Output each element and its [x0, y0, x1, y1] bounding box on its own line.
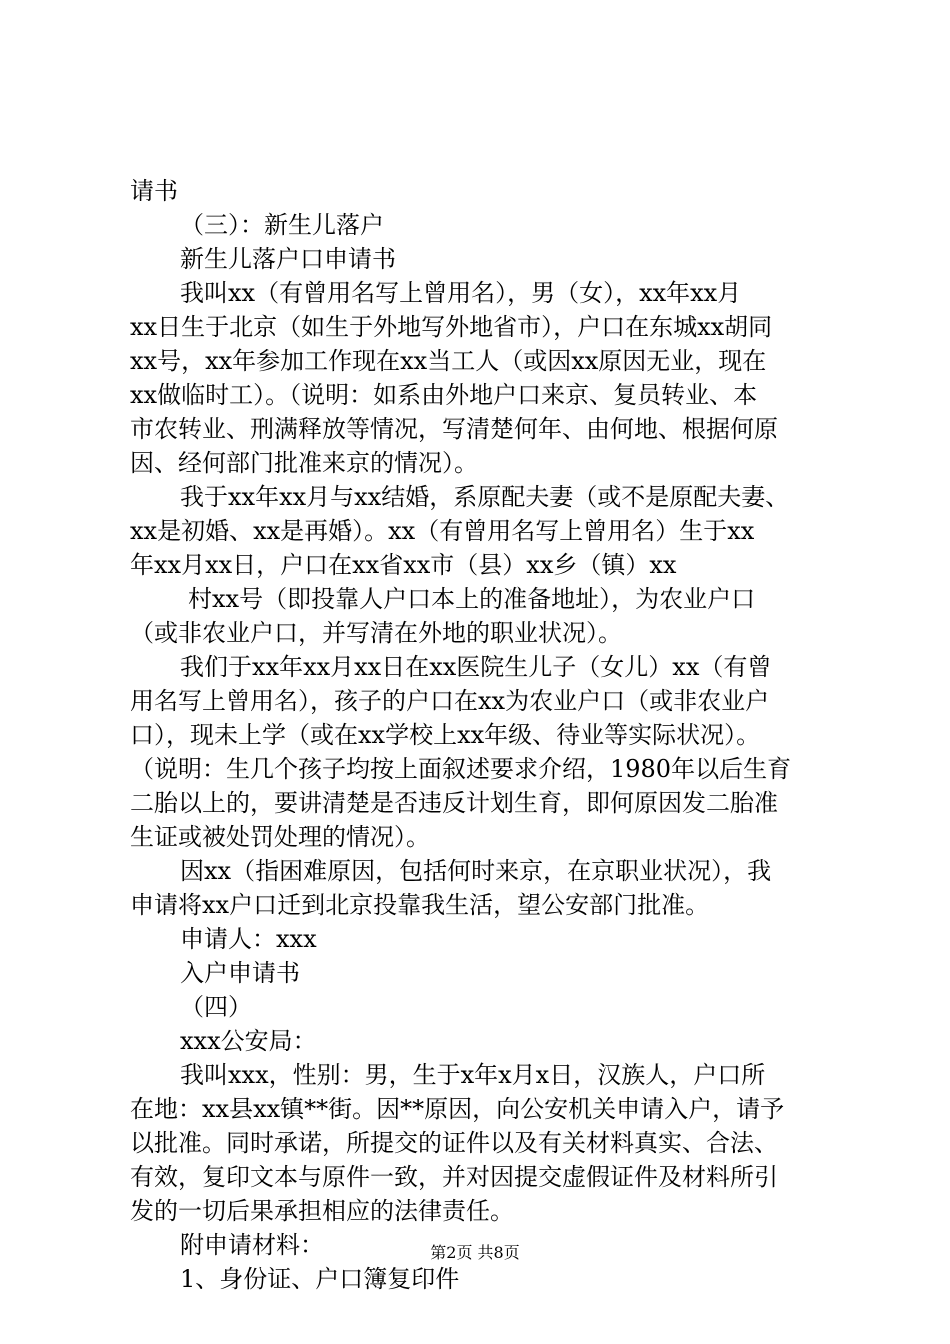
text-line: 有效，复印文本与原件一致，并对因提交虚假证件及材料所引 — [130, 1163, 778, 1191]
section-heading: （四） — [180, 993, 252, 1021]
text-line: （说明：生几个孩子均按上面叙述要求介绍，1980年以后生育 — [130, 755, 792, 783]
text-line: 以批准。同时承诺，所提交的证件以及有关材料真实、合法、 — [130, 1129, 778, 1157]
addressee-line: xxx公安局： — [180, 1027, 317, 1055]
text-line: xx日生于北京（如生于外地写外地省市），户口在东城xx胡同 — [130, 313, 773, 341]
text-line: 二胎以上的，要讲清楚是否违反计划生育，即何原因发二胎准 — [130, 789, 778, 817]
applicant-line: 申请人：xxx — [180, 925, 317, 953]
text-line: 发的一切后果承担相应的法律责任。 — [130, 1197, 514, 1225]
text-line: 我于xx年xx月与xx结婚，系原配夫妻（或不是原配夫妻、 — [180, 483, 790, 511]
text-line: xx是初婚、xx是再婚）。xx（有曾用名写上曾用名）生于xx — [130, 517, 755, 545]
text-line: 生证或被处罚处理的情况）。 — [130, 823, 430, 851]
page-number-footer: 第2页 共8页 — [430, 1243, 520, 1262]
text-line: 我叫xx（有曾用名写上曾用名），男（女），xx年xx月 — [180, 279, 742, 307]
text-line: 因、经何部门批准来京的情况）。 — [130, 449, 478, 477]
attachments-heading: 附申请材料： — [180, 1231, 324, 1259]
text-line: 用名写上曾用名），孩子的户口在xx为农业户口（或非农业户 — [130, 687, 770, 715]
text-line: 市农转业、刑满释放等情况，写清楚何年、由何地、根据何原 — [130, 415, 778, 443]
text-line: 我叫xxx，性别：男，生于x年x月x日，汉族人，户口所 — [180, 1061, 766, 1089]
text-line: 村xx号（即投靠人户口本上的准备地址），为农业户口 — [188, 585, 756, 613]
section-heading: （三）：新生儿落户 — [180, 211, 384, 239]
document-body — [130, 174, 830, 1296]
document-title: 入户申请书 — [180, 959, 300, 987]
text-line: xx做临时工）。（说明：如系由外地户口来京、复员转业、本 — [130, 381, 758, 409]
text-line: 口），现未上学（或在xx学校上xx年级、待业等实际状况）。 — [130, 721, 761, 749]
text-line: （或非农业户口，并写清在外地的职业状况）。 — [130, 619, 622, 647]
text-line: 年xx月xx日，户口在xx省xx市（县）xx乡（镇）xx — [130, 551, 677, 579]
attachment-item: 1、身份证、户口簿复印件 — [180, 1265, 460, 1293]
document-title: 新生儿落户口申请书 — [180, 245, 396, 273]
text-line: 请书 — [130, 177, 178, 205]
text-line: 我们于xx年xx月xx日在xx医院生儿子（女儿）xx（有曾 — [180, 653, 772, 681]
text-line: 在地：xx县xx镇**街。因**原因，向公安机关申请入户，请予 — [130, 1095, 785, 1123]
text-line: 申请将xx户口迁到北京投靠我生活，望公安部门批准。 — [130, 891, 710, 919]
text-line: 因xx（指困难原因，包括何时来京，在京职业状况），我 — [180, 857, 772, 885]
text-line: xx号，xx年参加工作现在xx当工人（或因xx原因无业，现在 — [130, 347, 767, 375]
